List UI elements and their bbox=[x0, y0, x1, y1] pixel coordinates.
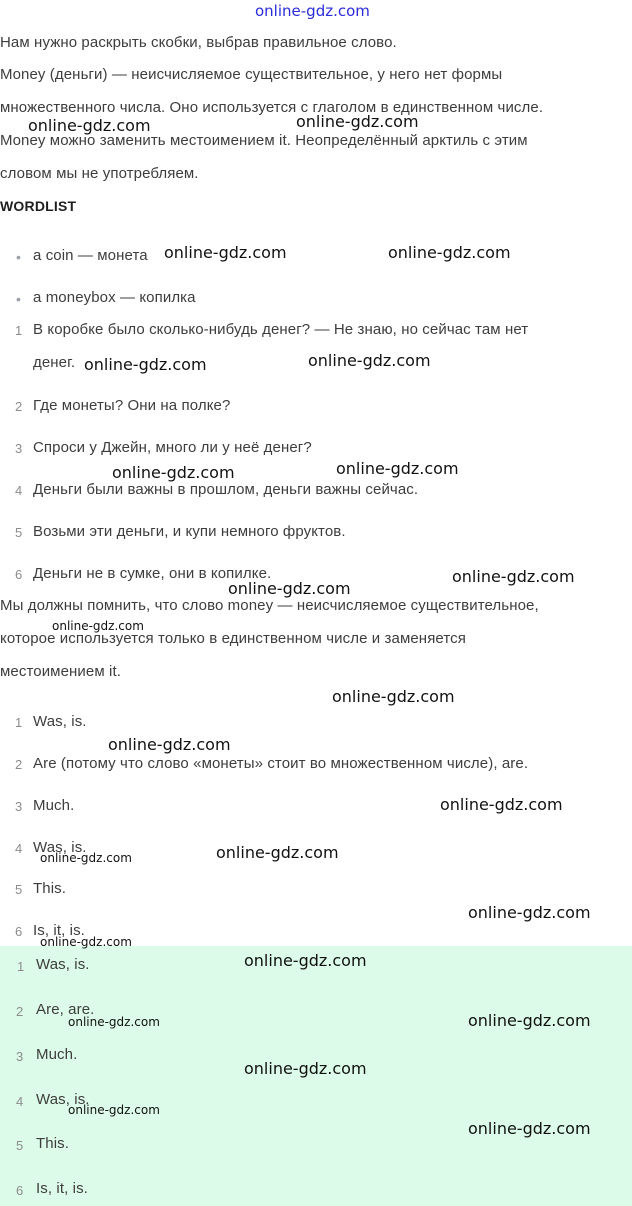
answer-item: Are (потому что слово «монеты» стоит во множественном числе), are. bbox=[33, 755, 529, 772]
list-number: 6 bbox=[15, 567, 23, 582]
answer-item: Was, is. bbox=[33, 713, 87, 730]
bullet-icon: • bbox=[16, 249, 21, 265]
final-answer-item: This. bbox=[36, 1135, 70, 1152]
watermark: online-gdz.com bbox=[112, 463, 235, 482]
watermark: online-gdz.com bbox=[388, 243, 511, 262]
final-answer-item: Much. bbox=[36, 1046, 78, 1063]
list-number: 2 bbox=[16, 1004, 24, 1019]
list-number: 3 bbox=[16, 1049, 24, 1064]
watermark: online-gdz.com bbox=[164, 243, 287, 262]
final-answer-item: Was, is. bbox=[36, 1091, 90, 1108]
watermark: online-gdz.com bbox=[108, 735, 231, 754]
list-number: 1 bbox=[15, 715, 23, 730]
list-number: 6 bbox=[16, 1183, 24, 1198]
translation-item: В коробке было сколько-нибудь денег? — Не знаю, но сейчас там нет bbox=[33, 321, 529, 338]
watermark: online-gdz.com bbox=[468, 1011, 591, 1030]
final-answer-item: Are, are. bbox=[36, 1001, 95, 1018]
translation-item-cont: денег. bbox=[33, 354, 76, 371]
answer-item: Much. bbox=[33, 797, 75, 814]
intro-line-1: Нам нужно раскрыть скобки, выбрав правильное слово. bbox=[0, 34, 397, 51]
wordlist-heading: WORDLIST bbox=[0, 198, 77, 214]
watermark: online-gdz.com bbox=[332, 687, 455, 706]
wordlist-item: a moneybox — копилка bbox=[33, 289, 196, 306]
translation-item: Спроси у Джейн, много ли у неё денег? bbox=[33, 439, 312, 456]
list-number: 2 bbox=[15, 399, 23, 414]
watermark: online-gdz.com bbox=[84, 355, 207, 374]
watermark: online-gdz.com bbox=[308, 351, 431, 370]
answer-item: Is, it, is. bbox=[33, 922, 85, 939]
translation-item: Возьми эти деньги, и купи немного фруктов. bbox=[33, 523, 346, 540]
note-line-3: местоимением it. bbox=[0, 663, 121, 680]
translation-item: Деньги не в сумке, они в копилке. bbox=[33, 565, 272, 582]
intro-line-5: словом мы не употребляем. bbox=[0, 165, 199, 182]
translation-item: Где монеты? Они на полке? bbox=[33, 397, 231, 414]
list-number: 4 bbox=[15, 483, 23, 498]
top-watermark: online-gdz.com bbox=[255, 2, 370, 20]
list-number: 4 bbox=[16, 1094, 24, 1109]
watermark: online-gdz.com bbox=[468, 903, 591, 922]
watermark: online-gdz.com bbox=[28, 116, 151, 135]
watermark: online-gdz.com bbox=[40, 935, 132, 949]
watermark: online-gdz.com bbox=[216, 843, 339, 862]
note-line-1: Мы должны помнить, что слово money — неисчисляемое существительное, bbox=[0, 597, 539, 614]
watermark: online-gdz.com bbox=[452, 567, 575, 586]
list-number: 5 bbox=[16, 1138, 24, 1153]
watermark: online-gdz.com bbox=[40, 851, 132, 865]
note-line-2: которое используется только в единственном числе и заменяется bbox=[0, 630, 466, 647]
final-answer-item: Is, it, is. bbox=[36, 1180, 88, 1197]
list-number: 5 bbox=[15, 525, 23, 540]
answer-item: This. bbox=[33, 880, 67, 897]
list-number: 2 bbox=[15, 757, 23, 772]
bullet-icon: • bbox=[16, 291, 21, 307]
list-number: 3 bbox=[15, 441, 23, 456]
watermark: online-gdz.com bbox=[296, 112, 419, 131]
watermark: online-gdz.com bbox=[336, 459, 459, 478]
list-number: 1 bbox=[17, 959, 25, 974]
intro-line-4: Money можно заменить местоимением it. Неопределённый арктиль с этим bbox=[0, 132, 528, 149]
list-number: 3 bbox=[15, 799, 23, 814]
list-number: 6 bbox=[15, 924, 23, 939]
final-answer-item: Was, is. bbox=[36, 956, 90, 973]
watermark: online-gdz.com bbox=[68, 1103, 160, 1117]
watermark: online-gdz.com bbox=[440, 795, 563, 814]
intro-line-3: множественного числа. Оно используется с глаголом в единственном числе. bbox=[0, 99, 544, 116]
intro-line-2: Money (деньги) — неисчисляемое существительное, у него нет формы bbox=[0, 66, 503, 83]
watermark: online-gdz.com bbox=[228, 579, 351, 598]
watermark: online-gdz.com bbox=[468, 1119, 591, 1138]
answer-item: Was, is. bbox=[33, 839, 87, 856]
watermark: online-gdz.com bbox=[244, 951, 367, 970]
list-number: 4 bbox=[15, 841, 23, 856]
list-number: 5 bbox=[15, 882, 23, 897]
watermark: online-gdz.com bbox=[244, 1059, 367, 1078]
watermark: online-gdz.com bbox=[68, 1015, 160, 1029]
list-number: 1 bbox=[15, 323, 23, 338]
wordlist-item: a coin — монета bbox=[33, 247, 148, 264]
watermark: online-gdz.com bbox=[52, 619, 144, 633]
translation-item: Деньги были важны в прошлом, деньги важны сейчас. bbox=[33, 481, 419, 498]
